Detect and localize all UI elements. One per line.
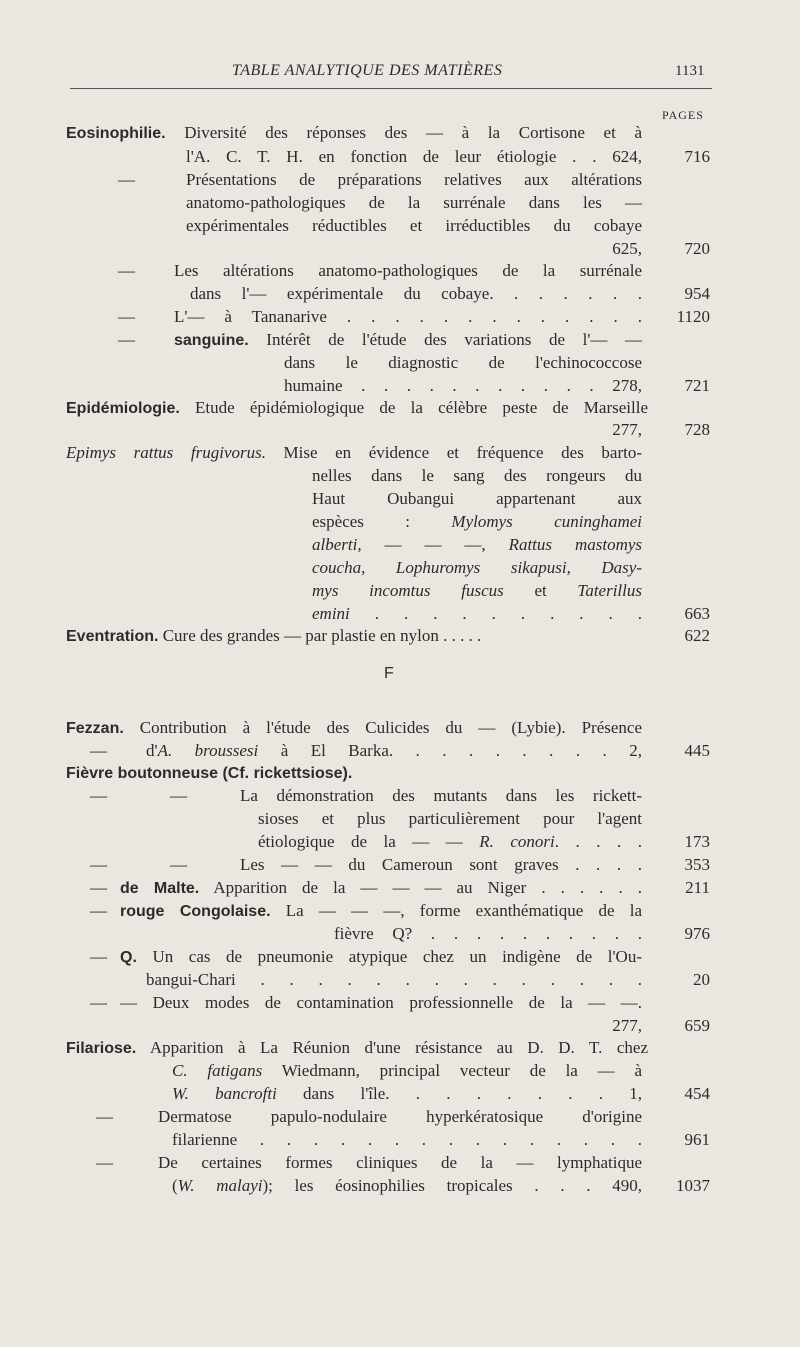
index-line: Présentations de préparations relatives aux altérations — [186, 170, 642, 189]
index-line: d'A. broussesi à El Barka. . . . . . . . . 2, — [146, 741, 642, 760]
page-ref: 445 — [684, 741, 710, 760]
page-ref: 211 — [685, 878, 710, 897]
index-line: l'A. C. T. H. en fonction de leur étiologie . . 624, — [186, 147, 642, 166]
index-line: sanguine. Intérêt de l'étude des variations de l'— — — [174, 330, 642, 349]
running-header-title: TABLE ANALYTIQUE DES MATIÈRES — [232, 62, 503, 79]
index-line: L'— à Tananarive . . . . . . . . . . . . . — [174, 307, 642, 326]
index-line: rouge Congolaise. La — — —, forme exanthématique de la — [120, 901, 642, 920]
index-line: Epidémiologie. Etude épidémiologique de la célèbre peste de Marseille — [66, 398, 648, 417]
index-line-dash: — — [90, 878, 107, 897]
page-ref: 353 — [684, 855, 710, 874]
header-rule — [70, 88, 712, 89]
page-ref: 720 — [684, 239, 710, 258]
index-line-dash: — — [96, 1107, 113, 1126]
index-line-dash: — — [90, 993, 107, 1012]
index-line-dash: — — [96, 1153, 113, 1172]
index-line: nelles dans le sang des rongeurs du — [312, 466, 642, 485]
index-line: filarienne . . . . . . . . . . . . . . . — [172, 1130, 642, 1149]
index-line: W. bancrofti dans l'île. . . . . . . . 1, — [172, 1084, 642, 1103]
index-line: De certaines formes cliniques de la — lymphatique — [158, 1153, 642, 1172]
index-line-dash: — — [118, 330, 135, 349]
index-line: Q. Un cas de pneumonie atypique chez un indigène de l'Ou- — [120, 947, 642, 966]
index-line: Les altérations anatomo-pathologiques de la surrénale — [174, 261, 642, 280]
index-line: Fezzan. Contribution à l'étude des Culicides du — (Lybie). Présence — [66, 718, 642, 737]
pages-column-label: PAGES — [662, 108, 704, 122]
index-line-dash: — — [90, 855, 107, 874]
page-ref: 20 — [693, 970, 710, 989]
index-line-dash: — — [170, 855, 187, 874]
page-ref: 173 — [684, 832, 710, 851]
index-line: humaine . . . . . . . . . . . 278, — [284, 376, 642, 395]
page-ref: 728 — [684, 420, 710, 439]
index-line: fièvre Q? . . . . . . . . . . — [334, 924, 642, 943]
index-line: Les — — du Cameroun sont graves . . . . — [240, 855, 642, 874]
index-line: 625, — [612, 239, 642, 258]
index-line: 277, — [612, 1016, 642, 1035]
page-ref: 721 — [684, 376, 710, 395]
index-line: Eventration. Cure des grandes — par plastie en nylon . . . . . — [66, 626, 482, 645]
index-line: Haut Oubangui appartenant aux — [312, 489, 642, 508]
index-line: de Malte. Apparition de la — — — au Niger . . . . . . — [120, 878, 642, 897]
index-line: — Deux modes de contamination professionnelle de la — —. — [120, 993, 642, 1012]
page-ref: 954 — [684, 284, 710, 303]
index-line-dash: — — [90, 947, 107, 966]
index-line: expérimentales réductibles et irréductibles du cobaye — [186, 216, 642, 235]
index-line-dash: — — [118, 261, 135, 280]
index-line: La démonstration des mutants dans les rickett- — [240, 786, 642, 805]
page-ref: 961 — [684, 1130, 710, 1149]
index-line-dash: — — [118, 307, 135, 326]
index-line: dans le diagnostic de l'echinococcose — [284, 353, 642, 372]
index-line: C. fatigans Wiedmann, principal vecteur de la — à — [172, 1061, 642, 1080]
index-line: Eosinophilie. Diversité des réponses des — à la Cortisone et à — [66, 123, 642, 142]
index-line: (W. malayi); les éosinophilies tropicales . . . 490, — [172, 1176, 642, 1195]
section-letter: F — [384, 665, 394, 682]
page-ref: 454 — [684, 1084, 710, 1103]
index-line: étiologique de la — — R. conori. . . . . — [258, 832, 642, 851]
page-ref: 716 — [684, 147, 710, 166]
page-ref: 622 — [684, 626, 710, 645]
index-line: Epimys rattus frugivorus. Mise en évidence et fréquence des barto- — [66, 443, 642, 462]
page-ref: 1037 — [676, 1176, 710, 1195]
index-line: emini . . . . . . . . . . — [312, 604, 642, 623]
page-ref: 659 — [684, 1016, 710, 1035]
index-line-dash: — — [90, 741, 107, 760]
index-line: dans l'— expérimentale du cobaye. . . . . . . — [190, 284, 642, 303]
index-line: sioses et plus particulièrement pour l'agent — [258, 809, 642, 828]
page-ref: 663 — [684, 604, 710, 623]
index-line-dash: — — [170, 786, 187, 805]
index-line: bangui-Chari . . . . . . . . . . . . . . — [146, 970, 642, 989]
index-line: espèces : Mylomys cuninghamei — [312, 512, 642, 531]
page-ref: 976 — [684, 924, 710, 943]
index-line-dash: — — [90, 786, 107, 805]
index-line: mys incomtus fuscus et Taterillus — [312, 581, 642, 600]
index-line: alberti, — — —, Rattus mastomys — [312, 535, 643, 554]
index-line: Filariose. Apparition à La Réunion d'une résistance au D. D. T. chez — [66, 1038, 648, 1057]
index-line: Dermatose papulo-nodulaire hyperkératosique d'origine — [158, 1107, 642, 1126]
index-line: coucha, Lophuromys sikapusi, Dasy- — [312, 558, 642, 577]
index-line: 277, — [612, 420, 642, 439]
page-ref: 1120 — [676, 307, 710, 326]
page-number: 1131 — [675, 63, 705, 79]
index-line-dash: — — [118, 170, 135, 189]
index-line: anatomo-pathologiques de la surrénale dans les — — [186, 193, 642, 212]
index-line: Fièvre boutonneuse (Cf. rickettsiose). — [66, 765, 353, 782]
index-line-dash: — — [90, 901, 107, 920]
